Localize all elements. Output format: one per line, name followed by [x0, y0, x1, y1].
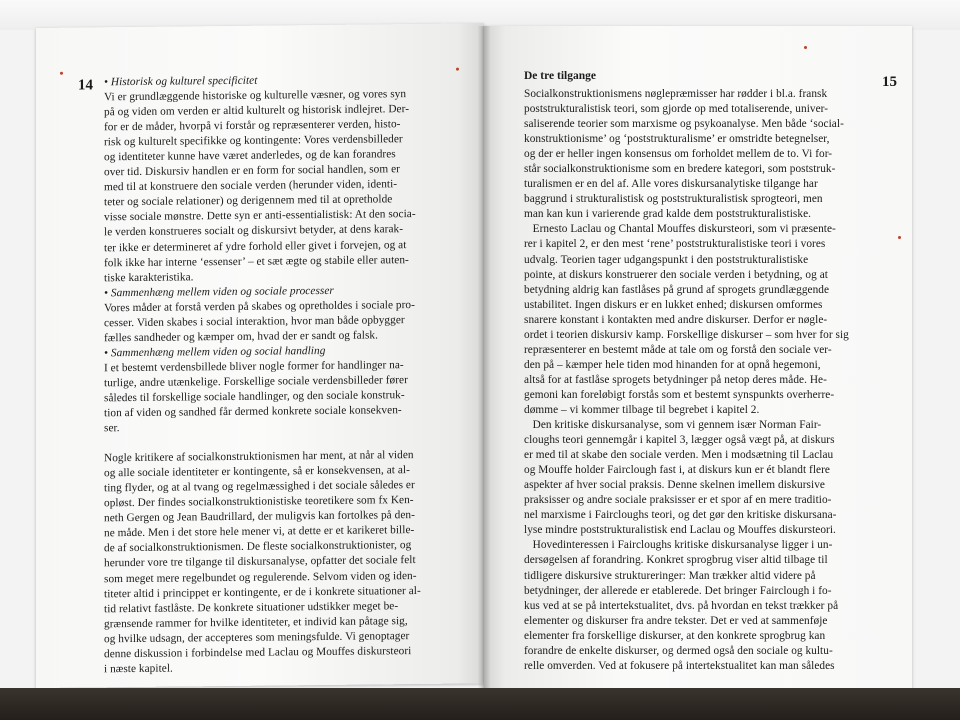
- paper-speck: [60, 72, 63, 75]
- text-line: folk ikke har interne ‘essenser’ – et sæt ægte og stabile eller auten-: [104, 253, 409, 269]
- text-line: nel marxisme i Faircloughs teori, og det gør den kritiske diskursana-: [524, 509, 837, 522]
- text-line: • Historisk og kulturel specificitet: [104, 74, 258, 89]
- text-line: for er de måder, hvorpå vi forstår og repræsenterer verden, histo-: [104, 118, 401, 134]
- text-line: konstruktionisme’ og ‘poststrukturalisme’ er omstridte betegnelser,: [524, 133, 830, 146]
- text-line: forandre de enkelte diskurser, og dermed også den sociale og kultu-: [524, 644, 833, 657]
- text-line: turlige, andre utænkelige. Forskellige sociale verdensbilleder fører: [104, 374, 408, 390]
- text-line: herunder vore tre tilgange til diskursanalyse, opfatter det sociale felt: [104, 554, 416, 570]
- text-line: ser.: [104, 422, 120, 435]
- text-line: ting flyder, og at al tvang og regelmæssighed i det sociale således er: [104, 479, 415, 495]
- text-line: den på – kæmper hele tiden mod hinanden for at opnå hegemoni,: [524, 358, 821, 371]
- text-line: pointe, at diskurs konstruerer den sociale verden i betydning, og at: [524, 268, 828, 281]
- text-line: man kan kun i varierende grad kalde dem poststrukturalistiske.: [524, 208, 812, 221]
- text-line: dersøgelsen af forandring. Konkret sprogbrug viser altid tilbage til: [524, 554, 828, 567]
- text-line: Socialkonstruktionismens nøglepræmisser har rødder i bl.a. fransk: [524, 88, 828, 100]
- text-line: baggrund i strukturalistisk og poststrukturalistisk sprogteori, men: [524, 193, 823, 206]
- text-line: • Sammenhæng mellem viden og sociale processer: [104, 284, 334, 299]
- text-line: poststrukturalistisk teori, som gjorde op med totaliserende, univer-: [524, 103, 829, 116]
- text-line: Nogle kritikere af socialkonstruktionismen har ment, at når al viden: [104, 449, 414, 465]
- text-line: tidligere diskursive struktureringer: Man trækker altid videre på: [524, 569, 816, 582]
- table-edge: [0, 688, 960, 720]
- book-gutter: [478, 26, 490, 690]
- text-line: ustabilitet. Ingen diskurs er en lukket enhed; diskursen omformes: [524, 298, 823, 311]
- text-line: titeter altid i princippet er kontingente, er de i konkrete situationer al-: [104, 584, 421, 600]
- text-line: Vores måder at forstå verden på skabes og opretholdes i sociale pro-: [104, 298, 415, 314]
- text-line: Ernesto Laclau og Chantal Mouffes diskursteori, som vi præsente-: [524, 223, 836, 236]
- text-line: visse sociale mønstre. Dette syn er anti-essentialistisk: At den socia-: [104, 208, 416, 224]
- text-line: opløst. Der findes socialkonstruktionistiske teoretikere som fx Ken-: [104, 494, 414, 510]
- text-line: lyse mindre poststrukturalistisk end Laclau og Mouffes diskursteori.: [524, 524, 836, 537]
- left-page-body: [104, 72, 421, 677]
- text-line: og alle sociale identiteter er kontingente, så er konsekvensen, at al-: [104, 464, 410, 480]
- text-line: tion af viden og sandhed får dermed konkrete sociale konsekven-: [104, 404, 402, 420]
- text-line: tid relativt fastlåste. De konkrete situationer udstikker meget be-: [104, 599, 399, 615]
- right-page: [484, 26, 912, 690]
- text-line: cloughs teori gennemgår i kapitel 3, lægger også vægt på, at diskurs: [524, 434, 835, 447]
- text-line: står socialkonstruktionisme som en bredere kategori, som poststruk-: [524, 163, 836, 176]
- text-line: teter og sociale relationer) og derigennem med til at opretholde: [104, 193, 393, 209]
- text-line: • Sammenhæng mellem viden og social handling: [104, 344, 326, 360]
- paper-speck: [898, 236, 901, 239]
- text-line: på og viden om verden er altid kulturelt og historisk indlejret. Der-: [104, 103, 410, 119]
- text-line: ter ikke er determineret af ydre forhold eller givet i forvejen, og at: [104, 238, 407, 254]
- text-line: relle omverden. Ved at fokusere på intertekstualitet kan man således: [524, 659, 835, 672]
- text-line: gemoni kan foreløbigt forstås som et bestemt synspunkts overherre-: [524, 388, 835, 401]
- text-line: tiske karakteristika.: [104, 270, 194, 284]
- text-line: Hovedinteressen i Faircloughs kritiske diskursanalyse ligger i un-: [524, 539, 833, 552]
- text-line: neth Gergen og Jean Baudrillard, der muligvis kan fortolkes på den-: [104, 509, 415, 525]
- text-line: I et bestemt verdensbillede bliver nogle former for handlinger na-: [104, 359, 404, 375]
- left-page: [36, 23, 484, 688]
- text-line: og hvilke udsagn, der accepteres som meningsfulde. Vi genoptager: [104, 629, 410, 645]
- text-line: grænsende rammer for hvilke identiteter, et individ kan påtage sig,: [104, 614, 408, 630]
- text-line: denne diskussion i forbindelse med Laclau og Mouffes diskursteori: [104, 644, 412, 661]
- text-line: som meget mere regelbundet og regulerende. Selvom viden og iden-: [104, 569, 417, 585]
- left-page-number: 14: [78, 77, 93, 94]
- text-line: Den kritiske diskursanalyse, som vi gennem især Norman Fair-: [524, 419, 822, 432]
- text-line: således til forskellige sociale handlinger, og den sociale konstruk-: [104, 389, 405, 405]
- text-line: elementer og diskurser fra andre tekster. Det er ved at sammenføje: [524, 614, 828, 627]
- text-line: ne måde. Men i det store hele mener vi, at dette er et karikeret bille-: [104, 524, 415, 540]
- text-line: fælles sandheder og kæmper om, hvad der er sandt og falsk.: [104, 329, 378, 345]
- text-line: aspekter af hver social praksis. Denne skelnen imellem diskursive: [524, 479, 825, 492]
- text-line: over tid. Diskursiv handlen er en form for social handlen, som er: [104, 163, 400, 179]
- text-line: og der er heller ingen konsensus om forholdet mellem de to. Vi for-: [524, 148, 833, 161]
- text-line: rer i kapitel 2, er den mest ‘rene’ poststrukturalistiske teori i vores: [524, 238, 826, 251]
- text-line: altså for at fastlåse sprogets betydninger på netop deres måde. He-: [524, 373, 827, 386]
- text-line: turalismen er en del af. Alle vores diskursanalytiske tilgange har: [524, 178, 818, 191]
- text-line: udvalg. Teorien tager udgangspunkt i den poststrukturalistiske: [524, 253, 809, 266]
- text-line: med til at konstruere den sociale verden (herunder viden, identi-: [104, 178, 398, 194]
- text-line: praksisser og andre sociale praksisser er et spor af en mere traditio-: [524, 494, 832, 507]
- right-page-number: 15: [882, 74, 897, 90]
- right-page-body: [524, 87, 849, 674]
- paper-speck: [804, 46, 807, 49]
- text-line: er med til at skabe den sociale verden. Men i modsætning til Laclau: [524, 449, 834, 462]
- paper-speck: [456, 68, 459, 71]
- text-line: betydning aldrig kan fastlåses på grund af sprogets grundlæggende: [524, 283, 830, 296]
- text-line: ordet i teorien diskursiv kamp. Forskellige diskurser – som hver for sig: [524, 328, 849, 341]
- text-line: dømme – vi kommer tilbage til begrebet i kapitel 2.: [524, 403, 760, 416]
- text-line: kus ved at se på intertekstualitet, dvs. på hvordan en tekst trækker på: [524, 599, 839, 612]
- text-line: og Mouffe holder Fairclough fast i, at diskurs kun er ét blandt flere: [524, 464, 830, 477]
- text-line: repræsenterer en bestemt måde at tale om og forstå den sociale ver-: [524, 343, 832, 356]
- text-line: og identiteter kunne have været anderledes, og de kan forandres: [104, 148, 396, 164]
- text-line: betydninger, der allerede er etablerede. Det bringer Fairclough i fo-: [524, 584, 832, 597]
- text-line: elementer fra forskellige diskurser, at den konkrete sprogbrug kan: [524, 629, 826, 642]
- text-line: le verden konstrueres socialt og diskursivt betyder, at dens karak-: [104, 223, 404, 239]
- text-line: risk og kulturelt specifikke og kontingente: Vores verdensbilleder: [104, 133, 403, 149]
- text-line: de af socialkonstruktionismen. De fleste socialkonstruktionister, og: [104, 539, 412, 555]
- text-line: cesser. Viden skabes i social interaktion, hvor man både opbygger: [104, 313, 405, 330]
- text-line: saliserende teorier som marxisme og psykoanalyse. Men både ‘social-: [524, 118, 844, 131]
- text-line: Vi er grundlæggende historiske og kulturelle væsner, og vores syn: [104, 88, 407, 104]
- running-head: De tre tilgange: [524, 70, 596, 82]
- text-line: snarere konstant i kontakten med andre diskurser. Derfor er nøgle-: [524, 313, 828, 326]
- text-line: i næste kapitel.: [104, 662, 173, 676]
